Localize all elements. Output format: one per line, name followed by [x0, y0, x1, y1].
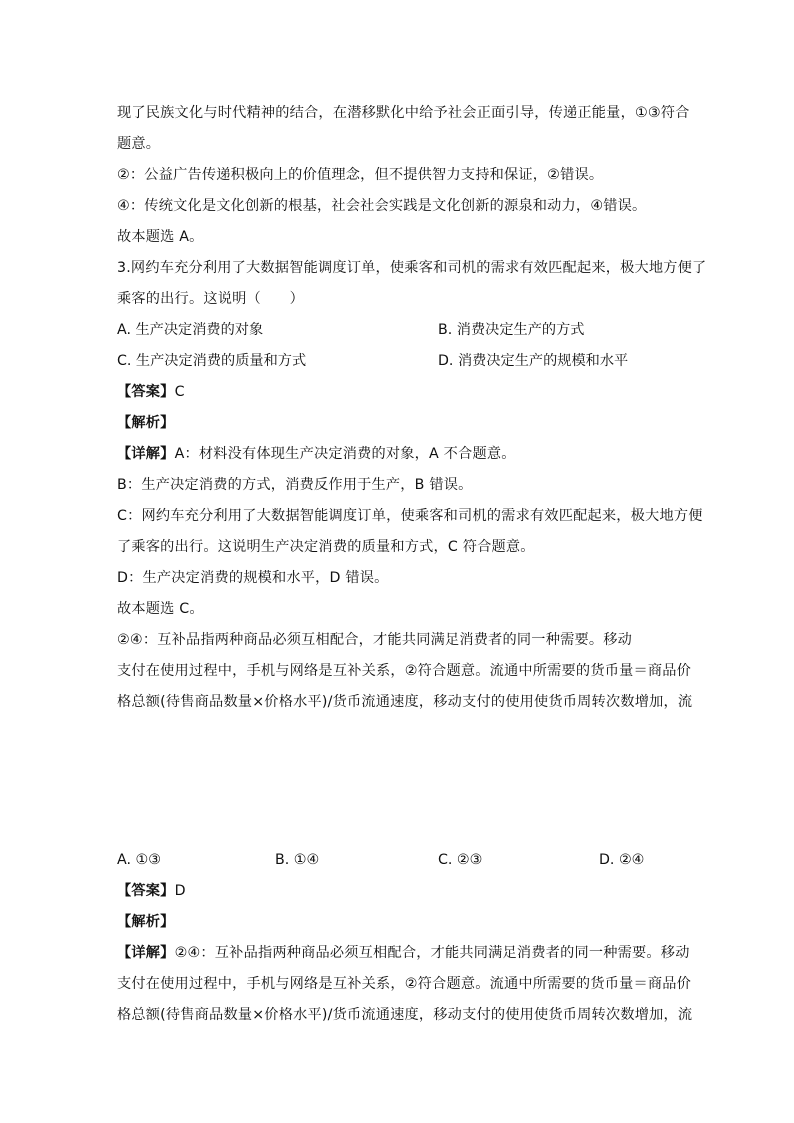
q4-answer — [117, 881, 677, 901]
q3-detail — [117, 444, 677, 464]
q3-analysis-tag: 【解析】 — [117, 415, 175, 431]
answer-tag: 【答案】 — [117, 883, 175, 899]
text-line: ④：传统文化是文化创新的根基，社会社会实践是文化创新的源泉和动力，④错误。 — [117, 198, 647, 214]
text-line: 题意。 — [117, 136, 161, 152]
text-line: 故本题选 A。 — [117, 229, 204, 245]
q3-option-c: C. 生产决定消费的质量和方式 — [117, 353, 307, 369]
q4-detail — [117, 943, 690, 963]
q3-option-b: B. 消费决定生产的方式 — [438, 322, 585, 338]
question-3-stem: 3.网约车充分利用了大数据智能调度订单，使乘客和司机的需求有效匹配起来，极大地方便了 — [117, 260, 707, 276]
text-line: 格总额(待售商品数量×价格水平)/货币流通速度，移动支付的使用使货币周转次数增加，流 — [117, 1007, 693, 1023]
detail-text: A：材料没有体现生产决定消费的对象，A 不合题意。 — [174, 446, 516, 462]
answer-tag: 【答案】 — [117, 384, 175, 400]
text-line: 了乘客的出行。这说明生产决定消费的质量和方式，C 符合题意。 — [117, 539, 535, 555]
detail-tag: 【详解】 — [117, 945, 175, 961]
detail-text: ②④：互补品指两种商品必须互相配合，才能共同满足消费者的同一种需要。移动 — [174, 945, 690, 961]
answer-value: C — [174, 384, 185, 400]
text-line: 现了民族文化与时代精神的结合，在潜移默化中给予社会正面引导，传递正能量，①③符合 — [117, 105, 690, 121]
q4-option-c: C. ②③ — [438, 852, 483, 868]
text-line: 故本题选 C。 — [117, 601, 204, 617]
question-4-stem: 支付在使用过程中，手机与网络是互补关系，②符合题意。流通中所需要的货币量＝商品价 — [117, 663, 692, 679]
text-line: D：生产决定消费的规模和水平，D 错误。 — [117, 570, 389, 586]
question-4-stem: 格总额(待售商品数量×价格水平)/货币流通速度，移动支付的使用使货币周转次数增加，流 — [117, 694, 693, 710]
text-line: ②：公益广告传递积极向上的价值理念，但不提供智力支持和保证，②错误。 — [117, 167, 604, 183]
question-4-stem: ②④：互补品指两种商品必须互相配合，才能共同满足消费者的同一种需要。移动 — [117, 632, 633, 648]
q3-option-a: A. 生产决定消费的对象 — [117, 322, 264, 338]
q4-option-a: A. ①③ — [117, 852, 161, 868]
detail-tag: 【详解】 — [117, 446, 175, 462]
q4-option-d: D. ②④ — [599, 852, 645, 868]
text-line: B：生产决定消费的方式，消费反作用于生产，B 错误。 — [117, 477, 473, 493]
text-line: 支付在使用过程中，手机与网络是互补关系，②符合题意。流通中所需要的货币量＝商品价 — [117, 976, 692, 992]
q4-option-b: B. ①④ — [275, 852, 320, 868]
answer-value: D — [174, 883, 186, 899]
q4-analysis-tag: 【解析】 — [117, 914, 175, 930]
text-line: C：网约车充分利用了大数据智能调度订单，使乘客和司机的需求有效匹配起来，极大地方便 — [117, 508, 703, 524]
q3-answer — [117, 382, 677, 402]
question-3-stem: 乘客的出行。这说明（ ） — [117, 291, 305, 307]
q3-option-d: D. 消费决定生产的规模和水平 — [438, 353, 629, 369]
